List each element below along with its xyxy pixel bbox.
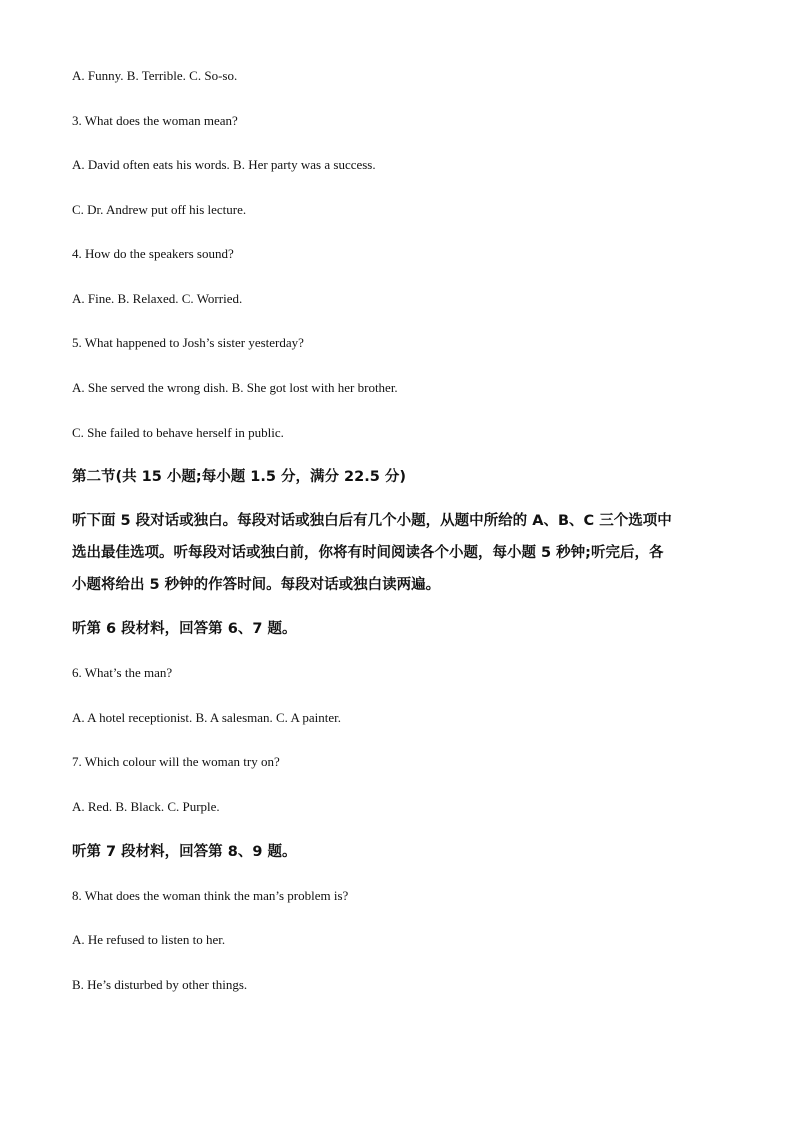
passage-7-heading: 听第 7 段材料，回答第 8、9 题。 (72, 844, 297, 860)
q8-option-a: A. He refused to listen to her. (72, 932, 226, 947)
question-3: 3. What does the woman mean? (72, 113, 238, 128)
question-5: 5. What happened to Josh’s sister yesterday? (72, 335, 304, 350)
question-6: 6. What’s the man? (72, 665, 173, 680)
passage-6-heading: 听第 6 段材料，回答第 6、7 题。 (72, 621, 297, 637)
section-2-heading: 第二节(共 15 小题;每小题 1.5 分，满分 22.5 分) (72, 469, 406, 485)
q5-options-ab: A. She served the wrong dish. B. She got lost with her brother. (72, 380, 398, 395)
instructions-line-3: 小题将给出 5 秒钟的作答时间。每段对话或独白读两遍。 (72, 577, 441, 593)
q3-options-ab: A. David often eats his words. B. Her party was a success. (72, 157, 376, 172)
question-4: 4. How do the speakers sound? (72, 246, 234, 261)
q3-option-c: C. Dr. Andrew put off his lecture. (72, 202, 247, 217)
instructions-line-1: 听下面 5 段对话或独白。每段对话或独白后有几个小题，从题中所给的 A、B、C 三个选项中 (72, 513, 672, 529)
question-7: 7. Which colour will the woman try on? (72, 754, 280, 769)
q7-options: A. Red. B. Black. C. Purple. (72, 799, 220, 814)
q8-option-b: B. He’s disturbed by other things. (72, 977, 248, 992)
question-8: 8. What does the woman think the man’s problem is? (72, 888, 349, 903)
instructions-line-2: 选出最佳选项。听每段对话或独白前，你将有时间阅读各个小题，每小题 5 秒钟;听完后，各 (72, 545, 664, 561)
q5-option-c: C. She failed to behave herself in public. (72, 425, 284, 440)
q4-options: A. Fine. B. Relaxed. C. Worried. (72, 291, 243, 306)
q6-options: A. A hotel receptionist. B. A salesman. C. A painter. (72, 710, 342, 725)
q2-options: A. Funny. B. Terrible. C. So-so. (72, 68, 238, 83)
